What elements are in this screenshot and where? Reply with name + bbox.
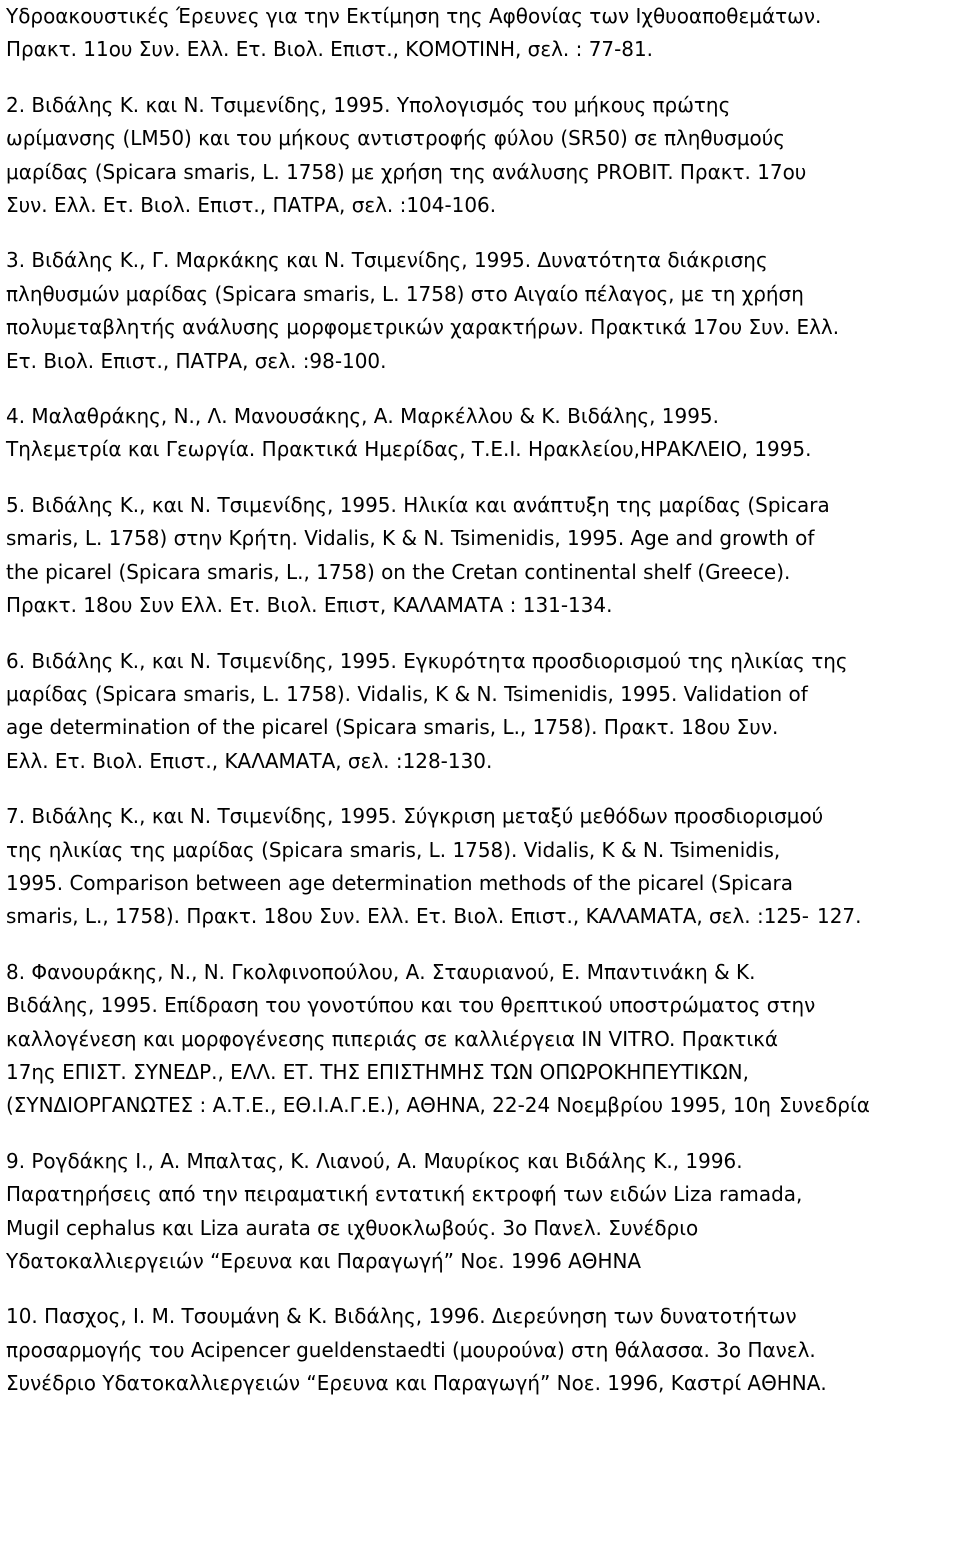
reference-line: Βιδάλης, 1995. Επίδραση του γονοτύπου και του θρεπτικού υποστρώματος στην: [6, 993, 816, 1018]
paragraph-gap: [6, 378, 956, 400]
paragraph-gap: [6, 1278, 956, 1300]
reference-line: 5. Βιδάλης Κ., και Ν. Τσιμενίδης, 1995. Ηλικία και ανάπτυξη της μαρίδας (Spicara: [6, 492, 830, 517]
paragraph-gap: [6, 623, 956, 645]
reference-line: 2. Βιδάλης Κ. και Ν. Τσιμενίδης, 1995. Υπολογισμός του μήκους πρώτης: [6, 92, 731, 117]
reference-item: [6, 0, 956, 67]
reference-line: 3. Βιδάλης Κ., Γ. Μαρκάκης και Ν. Τσιμενίδης, 1995. Δυνατότητα διάκρισης: [6, 248, 768, 273]
reference-line: πολυμεταβλητής ανάλυσης μορφομετρικών χαρακτήρων. Πρακτικά 17ου Συν. Ελλ.: [6, 315, 840, 340]
reference-item: [6, 89, 956, 223]
reference-line: Ετ. Βιολ. Επιστ., ΠΑΤΡΑ, σελ. :98-100.: [6, 348, 387, 373]
paragraph-gap: [6, 1123, 956, 1145]
reference-list: [6, 0, 956, 1401]
reference-line: Τηλεμετρία και Γεωργία. Πρακτικά Ημερίδας, Τ.Ε.Ι. Ηρακλείου,ΗΡΑΚΛΕΙΟ, 1995.: [6, 437, 812, 462]
reference-item: [6, 800, 956, 934]
reference-item: [6, 400, 956, 467]
reference-line: smaris, L. 1758) στην Κρήτη. Vidalis, K & N. Tsimenidis, 1995. Age and growth of: [6, 526, 815, 551]
reference-line: 9. Ρογδάκης Ι., Α. Μπαλτας, Κ. Λιανού, Α. Μαυρίκος και Βιδάλης Κ., 1996.: [6, 1148, 743, 1173]
reference-line: 6. Βιδάλης Κ., και Ν. Τσιμενίδης, 1995. Εγκυρότητα προσδιορισμού της ηλικίας της: [6, 648, 848, 673]
reference-line: 1995. Comparison between age determination methods of the picarel (Spicara: [6, 870, 794, 895]
reference-line: Πρακτ. 18ου Συν Ελλ. Ετ. Βιολ. Επιστ, ΚΑΛΑΜΑΤΑ : 131-134.: [6, 593, 613, 618]
reference-line: Συνέδριο Υδατοκαλλιεργειών “Ερευνα και Παραγωγή” Νοε. 1996, Καστρί ΑΘΗΝΑ.: [6, 1371, 827, 1396]
reference-line: Συν. Ελλ. Ετ. Βιολ. Επιστ., ΠΑΤΡΑ, σελ. :104-106.: [6, 193, 497, 218]
reference-line: της ηλικίας της μαρίδας (Spicara smaris, L. 1758). Vidalis, K & N. Tsimenidis,: [6, 837, 781, 862]
reference-line: πληθυσμών μαρίδας (Spicara smaris, L. 1758) στο Αιγαίο πέλαγος, με τη χρήση: [6, 281, 804, 306]
reference-line: 127.: [817, 904, 862, 929]
reference-line: Υδροακουστικές Έρευνες για την Εκτίμηση της Αφθονίας των Ιχθυοαποθεμάτων.: [6, 4, 822, 28]
reference-item: [6, 645, 956, 779]
reference-line: 7. Βιδάλης Κ., και Ν. Τσιμενίδης, 1995. Σύγκριση μεταξύ μεθόδων προσδιορισμού: [6, 804, 824, 829]
reference-line: Υδατοκαλλιεργειών “Ερευνα και Παραγωγή” Νοε. 1996 ΑΘΗΝΑ: [6, 1249, 642, 1273]
reference-item: [6, 489, 956, 623]
paragraph-gap: [6, 467, 956, 489]
reference-line: Πρακτ. 11ου Συν. Ελλ. Ετ. Βιολ. Επιστ., ΚΟΜΟΤΙΝΗ, σελ. : 77-81.: [6, 37, 654, 62]
reference-line: 10. Πασχος, Ι. Μ. Τσουμάνη & Κ. Βιδάλης, 1996. Διερεύνηση των δυνατοτήτων: [6, 1304, 797, 1329]
reference-line: smaris, L., 1758). Πρακτ. 18ου Συν. Ελλ. Ετ. Βιολ. Επιστ., ΚΑΛΑΜΑΤΑ, σελ. :125-: [6, 904, 809, 929]
reference-line: Ελλ. Ετ. Βιολ. Επιστ., ΚΑΛΑΜΑΤΑ, σελ. :128-130.: [6, 748, 493, 773]
reference-item: [6, 1300, 956, 1400]
reference-item: [6, 956, 956, 1123]
reference-line: 8. Φανουράκης, Ν., Ν. Γκολφινοπούλου, Α. Σταυριανού, Ε. Μπαντινάκη & Κ.: [6, 959, 756, 984]
reference-line: προσαρμογής του Acipencer gueldenstaedti (μουρούνα) στη θάλασσα. 3ο Πανελ.: [6, 1337, 816, 1362]
paragraph-gap: [6, 778, 956, 800]
reference-line: the picarel (Spicara smaris, L., 1758) on the Cretan continental shelf (Greece).: [6, 559, 791, 584]
reference-line: (ΣΥΝΔΙΟΡΓΑΝΩΤΕΣ : Α.Τ.Ε., ΕΘ.Ι.Α.Γ.Ε.), ΑΘΗΝΑ, 22-24 Νοεμβρίου 1995, 10η: [6, 1093, 771, 1118]
paragraph-gap: [6, 934, 956, 956]
reference-line: 4. Μαλαθράκης, Ν., Λ. Μανουσάκης, Α. Μαρκέλλου & Κ. Βιδάλης, 1995.: [6, 404, 719, 429]
paragraph-gap: [6, 222, 956, 244]
reference-line: μαρίδας (Spicara smaris, L. 1758). Vidalis, K & N. Tsimenidis, 1995. Validation of: [6, 681, 808, 706]
reference-item: [6, 1145, 956, 1279]
reference-line: καλλογένεση και μορφογένεσης πιπεριάς σε καλλιέργεια IN VITRO. Πρακτικά: [6, 1026, 779, 1051]
reference-line: Παρατηρήσεις από την πειραματική εντατική εκτροφή των ειδών Liza ramada,: [6, 1182, 803, 1207]
reference-line: 17ης ΕΠΙΣΤ. ΣΥΝΕΔΡ., ΕΛΛ. ΕΤ. ΤΗΣ ΕΠΙΣΤΗΜΗΣ ΤΩΝ ΟΠΩΡΟΚΗΠΕΥΤΙΚΩΝ,: [6, 1059, 749, 1084]
reference-line: age determination of the picarel (Spicara smaris, L., 1758). Πρακτ. 18ου Συν.: [6, 715, 779, 740]
reference-line: Συνεδρία: [778, 1093, 870, 1118]
reference-line: Mugil cephalus και Liza aurata σε ιχθυοκλωβούς. 3ο Πανελ. Συνέδριο: [6, 1215, 699, 1240]
reference-item: [6, 244, 956, 378]
paragraph-gap: [6, 67, 956, 89]
reference-line: ωρίμανσης (LM50) και του μήκους αντιστροφής φύλου (SR50) σε πληθυσμούς: [6, 126, 786, 151]
reference-line: μαρίδας (Spicara smaris, L. 1758) με χρήση της ανάλυσης PROBIT. Πρακτ. 17ου: [6, 159, 807, 184]
